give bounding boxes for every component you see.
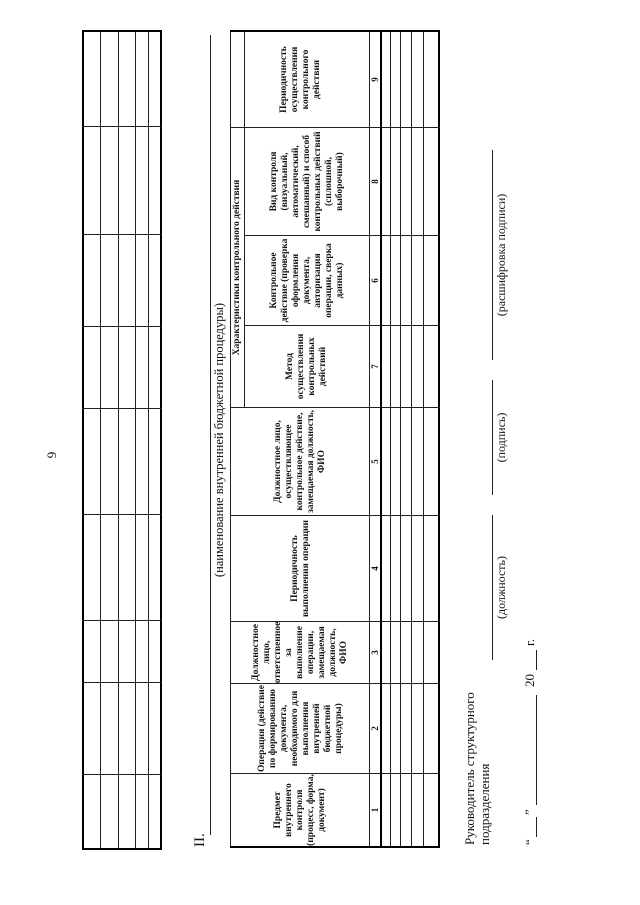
col-header-9: Периодичность осуществления контрольного действия bbox=[278, 46, 322, 113]
col-number-3: 3 bbox=[370, 650, 380, 655]
group-header-control-characteristics: Характеристики контрольного действия bbox=[232, 179, 242, 356]
date-year-suffix: г. bbox=[522, 638, 537, 646]
page-number: 9 bbox=[44, 451, 59, 459]
col-number-4: 4 bbox=[370, 566, 380, 571]
date-year-prefix: 20 bbox=[522, 674, 537, 687]
head-label-line1: Руководитель структурного bbox=[462, 692, 477, 845]
col-number-2: 2 bbox=[370, 726, 380, 731]
col-header-8: Вид контроля (визуальный, автоматический, смешанный) и способ контрольных действий (сплошной, выборочный) bbox=[268, 131, 345, 232]
col-number-1: 1 bbox=[370, 807, 380, 813]
col-header-7: Метод осуществления контрольных действий bbox=[285, 333, 328, 400]
date-close-quote: ” bbox=[522, 809, 537, 815]
col-header-5: Должностное лицо, осуществляющее контрольное действие, замещаемая должность, ФИО bbox=[273, 409, 327, 514]
col-header-1: Предмет внутреннего контроля (процесс, форма, документ) bbox=[273, 774, 327, 846]
col-number-6: 6 bbox=[370, 278, 380, 283]
col-header-3: Должностное лицо, ответственное за выполнение операции, замещаемая должность, ФИО bbox=[251, 621, 349, 684]
col-number-7: 7 bbox=[370, 364, 380, 369]
position-caption: (должность) bbox=[494, 556, 508, 619]
decoding-caption: (расшифровка подписи) bbox=[494, 193, 508, 317]
col-header-4: Периодичность выполнения операции bbox=[289, 519, 311, 618]
col-header-6: Контрольное действие (проверка оформления документа, авторизация операции, сверка данных) bbox=[268, 238, 345, 323]
signature-caption: (подпись) bbox=[494, 412, 508, 463]
col-number-9: 9 bbox=[370, 77, 380, 82]
section-number: II. bbox=[192, 833, 208, 847]
date-open-quote: “ bbox=[522, 839, 537, 845]
col-number-5: 5 bbox=[370, 459, 380, 464]
head-label-line2: подразделения bbox=[477, 763, 492, 845]
col-number-8: 8 bbox=[370, 179, 380, 184]
col-header-2: Операция (действие по формированию документа, необходимого для выполнения внутренней бюджетной процедуры) bbox=[256, 685, 344, 772]
section-title-caption: (наименование внутренней бюджетной процедуры) bbox=[212, 302, 226, 578]
